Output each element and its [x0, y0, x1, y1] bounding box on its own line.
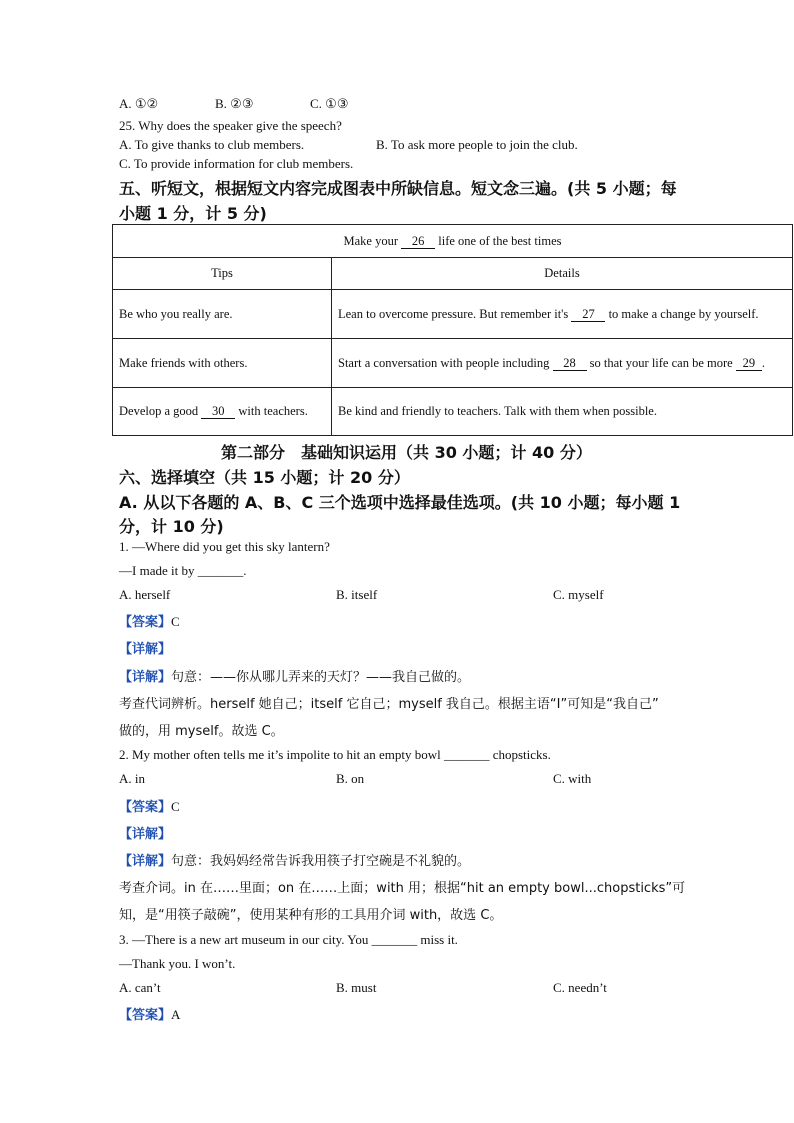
q1-option-b: B. itself: [336, 587, 378, 602]
blank-28: 28: [553, 356, 587, 371]
blank-30: 30: [201, 404, 235, 419]
q1-stem1: 1. —Where did you get this sky lantern?: [119, 539, 330, 554]
q3-option-a: A. can’t: [119, 980, 161, 995]
detail-text: 句意：我妈妈经常告诉我用筷子打空碗是不礼貌的。: [171, 854, 471, 869]
table-row: [113, 388, 793, 436]
q25-option-c: C. To provide information for club members.: [119, 156, 354, 171]
detail-tag: 【详解】: [119, 670, 172, 685]
q2-stem: 2. My mother often tells me it’s impolite to hit an empty bowl _______ chopsticks.: [119, 747, 551, 762]
row3-tip: [113, 388, 332, 436]
answer-value: C: [171, 799, 180, 814]
answer-value: C: [171, 614, 180, 629]
table-header-row: [113, 258, 793, 290]
q1-detail1: [119, 666, 470, 686]
row1-detail: [332, 290, 793, 339]
row1-detail-post: to make a change by yourself.: [608, 306, 759, 321]
blank-29: 29: [736, 356, 762, 371]
q2-detail-tag: 【详解】: [119, 827, 172, 842]
q2-option-a: A. in: [119, 771, 145, 786]
row1-detail-pre: Lean to overcome pressure. But remember it's: [338, 306, 569, 321]
header-details: Details: [332, 258, 793, 290]
q2-detail3: 知，是“用筷子敲碗”，使用某种有形的工具用介词 with，故选 C。: [119, 908, 503, 923]
row3-tip-post: with teachers.: [238, 404, 308, 418]
sectionA-line2: 分，计 10 分): [119, 517, 224, 536]
part2-title: 第二部分 基础知识运用（共 30 小题；计 40 分）: [221, 443, 592, 462]
q25-option-a: A. To give thanks to club members.: [119, 137, 305, 152]
q25-stem: 25. Why does the speaker give the speech?: [119, 118, 342, 133]
row2-detail-end: .: [761, 355, 765, 370]
q24-option-a: A. ①②: [119, 96, 159, 111]
q3-option-c: C. needn’t: [553, 980, 607, 995]
table-title-cell: [113, 225, 793, 258]
table-title-post: life one of the best times: [438, 233, 562, 248]
q1-stem2: —I made it by _______.: [119, 563, 247, 578]
q24-option-c: C. ①③: [310, 96, 349, 111]
answer-value: A: [171, 1007, 181, 1022]
row2-tip: Make friends with others.: [113, 339, 332, 388]
q2-option-b: B. on: [336, 771, 365, 786]
row3-detail: Be kind and friendly to teachers. Talk with them when possible.: [332, 388, 793, 436]
q3-option-b: B. must: [336, 980, 377, 995]
blank-27: 27: [571, 307, 605, 322]
info-table: [112, 224, 793, 436]
detail-text: 句意：——你从哪儿弄来的天灯？——我自己做的。: [171, 670, 471, 685]
q2-answer: [119, 796, 180, 816]
answer-tag: 【答案】: [119, 615, 172, 630]
row3-tip-pre: Develop a good: [119, 404, 199, 418]
row2-detail: [332, 339, 793, 388]
table-title-pre: Make your: [343, 233, 398, 248]
q1-option-c: C. myself: [553, 587, 604, 602]
q24-option-b: B. ②③: [215, 96, 254, 111]
q1-option-a: A. herself: [119, 587, 171, 602]
table-title-row: [113, 225, 793, 258]
q1-detail2: 考查代词辨析。herself 她自己；itself 它自己；myself 我自己。根据主语“I”可知是“我自己”: [119, 697, 659, 712]
section5-title-line1: 五、听短文，根据短文内容完成图表中所缺信息。短文念三遍。(共 5 小题；每: [119, 179, 677, 198]
q2-detail2: 考查介词。in 在……里面；on 在……上面；with 用；根据“hit an empty bowl...chopsticks”可: [119, 881, 686, 896]
table-row: [113, 290, 793, 339]
q2-detail1: [119, 850, 470, 870]
q1-answer: [119, 611, 180, 631]
q3-stem1: 3. —There is a new art museum in our city. You _______ miss it.: [119, 932, 458, 947]
answer-tag: 【答案】: [119, 1008, 172, 1023]
row2-detail-mid: so that your life can be more: [589, 355, 733, 370]
q3-stem2: —Thank you. I won’t.: [119, 956, 236, 971]
row2-detail-pre: Start a conversation with people including: [338, 355, 550, 370]
q25-option-b: B. To ask more people to join the club.: [376, 137, 578, 152]
section5-title-line2: 小题 1 分，计 5 分): [119, 204, 267, 223]
q3-answer: [119, 1004, 180, 1024]
table-row: [113, 339, 793, 388]
header-tips: Tips: [113, 258, 332, 290]
q2-option-c: C. with: [553, 771, 592, 786]
sectionA-line1: A. 从以下各题的 A、B、C 三个选项中选择最佳选项。(共 10 小题；每小题 1: [119, 493, 681, 512]
section6-title: 六、选择填空（共 15 小题；计 20 分）: [119, 468, 410, 487]
blank-26: 26: [401, 234, 435, 249]
row1-tip: Be who you really are.: [113, 290, 332, 339]
detail-tag: 【详解】: [119, 854, 172, 869]
q1-detail-tag: 【详解】: [119, 642, 172, 657]
q1-detail3: 做的，用 myself。故选 C。: [119, 724, 284, 739]
answer-tag: 【答案】: [119, 800, 172, 815]
